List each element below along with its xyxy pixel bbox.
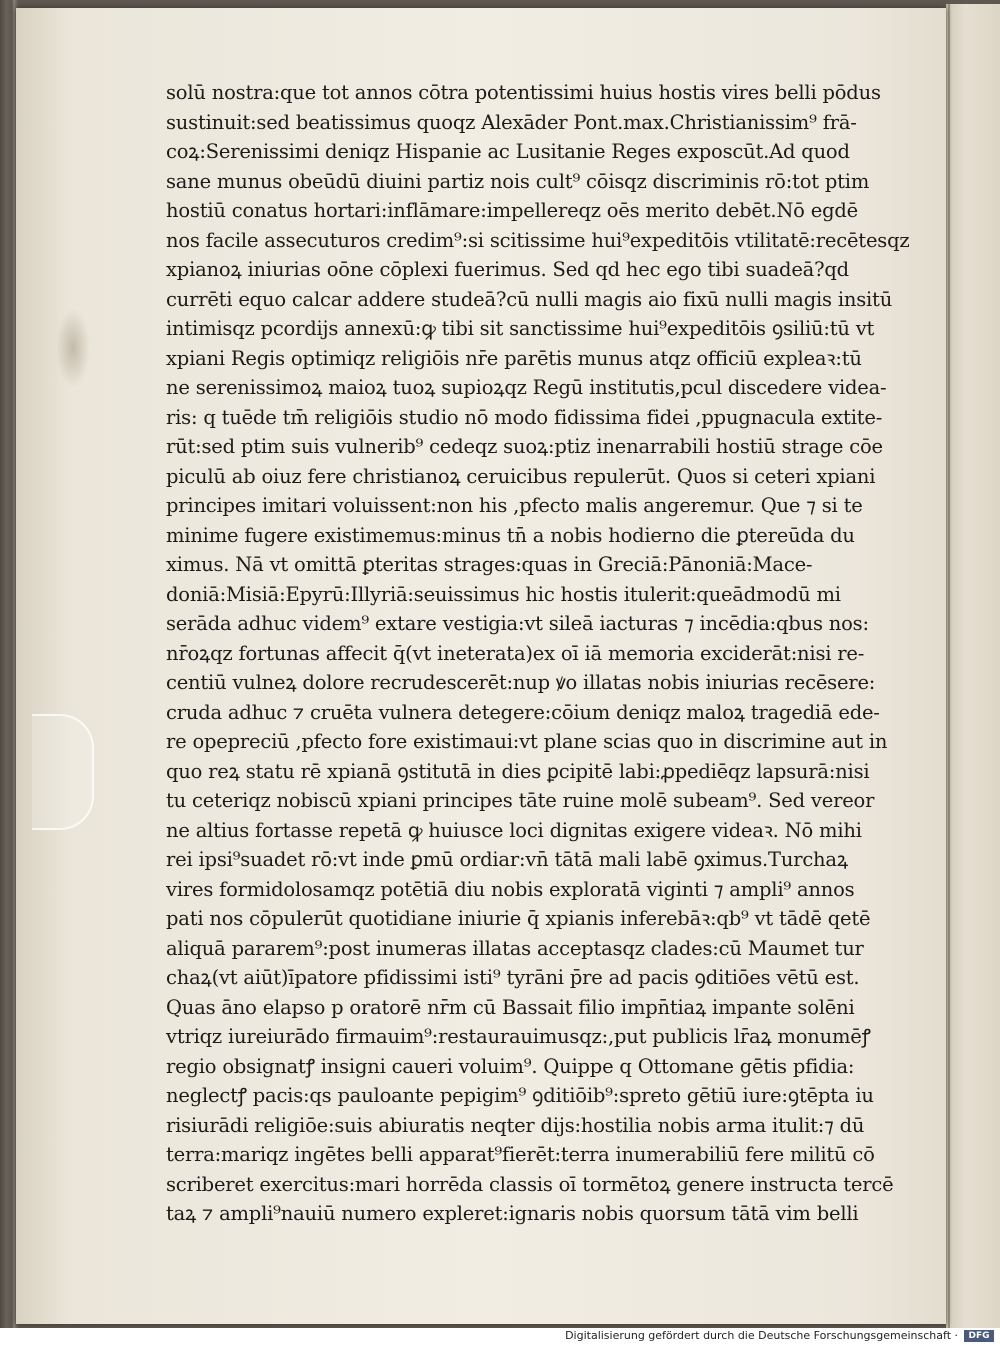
text-line: intimisqz pcordijs annexū:ꝙ tibi sit sanctissime hui⁹expeditōis ꝯsiliū:tū vt — [166, 317, 875, 340]
text-line: re opepreciū ,pfecto fore existimaui:vt plane scias quo in discrimine aut in — [166, 730, 888, 753]
facing-page-edge — [946, 4, 1000, 1328]
text-line: taꝝ ⁊ ampli⁹nauiū numero expleret:ignaris nobis quorsum tātā vim belli — [166, 1202, 859, 1225]
text-line: terra:mariqz ingētes belli apparat⁹fierēt:terra inumerabiliū fere militū cō — [166, 1143, 875, 1166]
text-line: vtriqz iureiurādo firmauim⁹:restaurauimusqz:,put publicis lr̄aꝝ monumēꝭ — [166, 1025, 871, 1048]
text-line: xpianoꝝ iniurias oōne cōplexi fuerimus. Sed qd hec ego tibi suadeā?qd — [166, 258, 849, 281]
page-stain — [56, 308, 90, 388]
text-line: sustinuit:sed beatissimus quoqz Alexāder Pont.max.Christianissim⁹ frā- — [166, 110, 857, 134]
text-line: minime fugere existimemus:minus tn̄ a nobis hodierno die ꝑtereūda du — [166, 523, 855, 547]
text-line: centiū vulneꝝ dolore recrudescerēt:nup ꝟo illatas nobis iniurias recēsere: — [166, 671, 876, 694]
text-line: hostiū conatus hortari:inflāmare:impellereqz oēs merito debēt.Nō egdē — [166, 199, 858, 222]
bookmark-ribbon — [32, 714, 94, 830]
text-line: xpiani Regis optimiqz religiōis nr̄e parētis munus atqz officiū expleaꝛ:tū — [166, 346, 862, 370]
text-line: ne serenissimoꝝ maioꝝ tuoꝝ supioꝝqz Regū institutis,pcul discedere videa- — [166, 376, 887, 399]
blackletter-text-block — [166, 78, 931, 1229]
text-line: ximus. Nā vt omittā ꝑteritas strages:quas in Greciā:Pānoniā:Mace- — [166, 553, 813, 576]
text-line: tu ceteriqz nobiscū xpiani principes tāte ruine molē subeam⁹. Sed vereor — [166, 789, 875, 812]
text-line: doniā:Misiā:Epyrū:Illyriā:seuissimus hic hostis itulerit:queādmodū mi — [166, 582, 841, 606]
text-line: cruda adhuc ⁊ cruēta vulnera detegere:cōium deniqz maloꝝ tragediā ede- — [166, 700, 880, 724]
text-line: serāda adhuc videm⁹ extare vestigia:vt sileā iacturas ⁊ incēdia:qbus nos: — [166, 612, 869, 635]
digitization-footer — [0, 1328, 1000, 1345]
text-line: currēti equo calcar addere studeā?cū nulli magis aio fixū nulli magis insitū — [166, 287, 893, 311]
text-line: regio obsignatꝭ insigni caueri voluim⁹. Quippe q Ottomane gētis pfidia: — [166, 1054, 855, 1078]
text-line: aliquā pararem⁹:post inumeras illatas acceptasqz clades:cū Maumet tur — [166, 936, 864, 960]
spine-shadow — [948, 4, 950, 1328]
text-line: sane munus obeūdū diuini partiz nois cult⁹ cōisqz discriminis rō:tot ptim — [166, 169, 870, 193]
text-line: scriberet exercitus:mari horrēda classis oī tormētoꝝ genere instructa tercē — [166, 1172, 894, 1196]
text-line: vires formidolosamqz potētiā diu nobis exploratā viginti ⁊ ampli⁹ annos — [166, 877, 855, 901]
text-line: pati nos cōpulerūt quotidiane iniurie q̄ xpianis inferebāꝛ:qb⁹ vt tādē qetē — [166, 907, 871, 930]
text-line: neglectꝭ pacis:qs pauloante pepigim⁹ ꝯditiōib⁹:spreto gētiū iure:ꝯtēpta iu — [166, 1084, 874, 1107]
text-line: rei ipsi⁹suadet rō:vt inde ꝑmū ordiar:vn̄ tātā mali labē ꝯximus.Turchaꝝ — [166, 848, 848, 871]
book-page — [16, 8, 946, 1324]
text-line: principes imitari voluissent:non his ,pfecto malis angeremur. Que ⁊ si te — [166, 494, 863, 517]
text-line: quo reꝝ statu rē xpianā ꝯstitutā in dies ꝑcipitē labi:ꝓpediēqz lapsurā:nisi — [166, 759, 870, 783]
text-line: nos facile assecuturos credim⁹:si scitissime hui⁹expeditōis vtilitatē:recētesqz — [166, 228, 910, 252]
text-line: solū nostra:que tot annos cōtra potentissimi huius hostis vires belli pōdus — [166, 81, 881, 104]
text-line: chaꝝ(vt aiūt)īpatore pfidissimi isti⁹ tyrāni p̄re ad pacis ꝯditiōes vētū est. — [166, 966, 860, 989]
text-line: rūt:sed ptim suis vulnerib⁹ cedeqz suoꝝ:ptiz inenarrabili hostiū strage cōe — [166, 435, 883, 458]
text-line: coꝝ:Serenissimi deniqz Hispanie ac Lusitanie Reges exposcūt.Ad quod — [166, 140, 850, 163]
funding-notice: Digitalisierung gefördert durch die Deutsche Forschungsgemeinschaft · — [565, 1329, 958, 1342]
text-line: risiurādi religiōe:suis abiuratis neqter dijs:hostilia nobis arma itulit:⁊ dū — [166, 1113, 865, 1137]
text-line: ne altius fortasse repetā ꝙ huiusce loci dignitas exigere videaꝛ. Nō mihi — [166, 818, 862, 842]
text-line: ris: q tuēde tm̄ religiōis studio nō modo fidissima fidei ,ppugnacula extite- — [166, 405, 883, 429]
text-line: Quas āno elapso p oratorē nr̄m cū Bassait filio impn̄tiaꝝ impante solēni — [166, 995, 855, 1019]
dfg-logo: DFG — [964, 1330, 994, 1342]
text-line: piculū ab oiuz fere christianoꝝ ceruicibus repulerūt. Quos si ceteri xpiani — [166, 464, 876, 488]
text-line: nr̄oꝝqz fortunas affecit q̄(vt ineterata)ex oī iā memoria exciderāt:nisi re- — [166, 641, 865, 665]
